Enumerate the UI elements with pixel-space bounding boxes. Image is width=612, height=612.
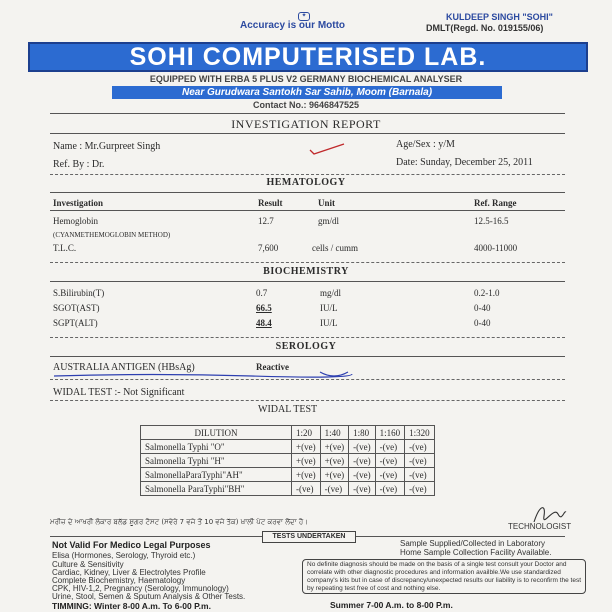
sample-supplied: Sample Supplied/Collected in Laboratory xyxy=(400,539,545,548)
motto-emblem-icon: ✦ xyxy=(298,12,310,21)
divider xyxy=(50,113,565,114)
registration-number: DMLT(Regd. No. 019155/06) xyxy=(426,23,544,33)
test-name: S.Bilirubin(T) xyxy=(53,288,105,298)
test-list-item: Elisa (Hormones, Serology, Thyroid etc.) xyxy=(52,551,196,560)
equipment-line: EQUIPPED WITH ERBA 5 PLUS V2 GERMANY BIOCHEMICAL ANALYSER xyxy=(149,74,463,84)
result-cell: -(ve) xyxy=(405,482,435,496)
hbsag-label: AUSTRALIA ANTIGEN (HBsAg) xyxy=(53,362,195,373)
motto: Accuracy is our Motto xyxy=(240,20,346,31)
test-range: 12.5-16.5 xyxy=(474,216,509,226)
pen-underline-mark xyxy=(52,370,372,382)
biochemistry-title: BIOCHEMISTRY xyxy=(263,266,349,277)
result-cell: -(ve) xyxy=(405,468,435,482)
result-cell: -(ve) xyxy=(349,482,376,496)
dilution-cell: 1:20 xyxy=(292,426,321,440)
result-cell: -(ve) xyxy=(349,454,376,468)
test-unit: mg/dl xyxy=(320,288,342,298)
test-range: 4000-11000 xyxy=(474,243,518,253)
header-range: Ref. Range xyxy=(474,198,517,208)
address-bar: Near Gurudwara Santokh Sar Sahib, Moom (Barnala) xyxy=(112,86,502,99)
patient-name: Name : Mr.Gurpreet Singh xyxy=(53,141,161,152)
antigen-label: SalmonellaParaTyphi"AH" xyxy=(141,468,292,482)
widal-summary: WIDAL TEST :- Not Significant xyxy=(53,387,185,398)
technologist-label: TECHNOLOGIST xyxy=(508,522,572,531)
result-cell: -(ve) xyxy=(405,454,435,468)
test-name: SGPT(ALT) xyxy=(53,318,98,328)
test-result: 48.4 xyxy=(256,318,272,328)
test-range: 0-40 xyxy=(474,303,491,313)
result-cell: -(ve) xyxy=(349,440,376,454)
header-result: Result xyxy=(258,198,283,208)
widal-table xyxy=(140,425,435,496)
timing-summer: Summer 7-00 A.m. to 8-00 P.m. xyxy=(330,600,453,610)
test-name: T.L.C. xyxy=(53,243,77,253)
test-result: 12.7 xyxy=(258,216,274,226)
table-row xyxy=(141,454,435,468)
dilution-cell: 1:40 xyxy=(320,426,349,440)
test-name: SGOT(AST) xyxy=(53,303,100,313)
table-row xyxy=(141,440,435,454)
test-result: 7,600 xyxy=(258,243,279,253)
dilution-cell: 1:80 xyxy=(349,426,376,440)
result-cell: +(ve) xyxy=(320,468,349,482)
antigen-label: Salmonella Typhi "H" xyxy=(141,454,292,468)
divider xyxy=(50,174,565,175)
result-cell: -(ve) xyxy=(292,482,321,496)
proprietor-name: KULDEEP SINGH "SOHI" xyxy=(446,12,553,22)
report-title: INVESTIGATION REPORT xyxy=(231,117,381,131)
home-collection: Home Sample Collection Facility Available. xyxy=(400,548,552,557)
dilution-cell: 1:320 xyxy=(405,426,435,440)
punjabi-note: ਮਰੀਜ਼ ਦੇ ਆਖਰੀ ਲੋਕਾਰ ਬਲੱਡ ਸ਼ੂਗਰ ਟੈਸਟ (ਸਵੇਰੇ 7 ਵਜੇ ਤੋਂ 10 ਵਜੇ ਤੱਕ) ਖ਼ਾਲੀ ਪੇਟ ਕਰਵਾ ਲੈਂਦਾ ਹੈ। xyxy=(50,518,308,526)
result-cell: -(ve) xyxy=(320,482,349,496)
divider xyxy=(50,133,565,134)
check-mark-icon xyxy=(308,142,348,158)
hbsag-result: Reactive xyxy=(256,362,289,372)
table-row xyxy=(141,468,435,482)
hematology-title: HEMATOLOGY xyxy=(266,177,346,188)
dilution-label: DILUTION xyxy=(141,426,292,440)
divider xyxy=(50,400,565,401)
result-cell: -(ve) xyxy=(405,440,435,454)
test-unit: IU/L xyxy=(320,303,338,313)
test-list-item: Complete Biochemistry, Haematology xyxy=(52,576,186,585)
timing-winter: TIMMING: Winter 8-00 A.m. To 6-00 P.m. xyxy=(52,601,211,611)
antigen-label: Salmonella ParaTyphi"BH" xyxy=(141,482,292,496)
patient-age-sex: Age/Sex : y/M xyxy=(396,139,455,150)
divider xyxy=(50,192,565,193)
test-range: 0.2-1.0 xyxy=(474,288,500,298)
divider xyxy=(50,379,565,380)
divider xyxy=(50,262,565,263)
report-date: Date: Sunday, December 25, 2011 xyxy=(396,157,533,168)
serology-title: SEROLOGY xyxy=(275,341,337,352)
test-result: 0.7 xyxy=(256,288,268,298)
widal-table-title: WIDAL TEST xyxy=(258,404,318,415)
table-row xyxy=(141,426,435,440)
test-name: Hemoglobin xyxy=(53,216,98,226)
test-unit: IU/L xyxy=(320,318,338,328)
antigen-label: Salmonella Typhi "O" xyxy=(141,440,292,454)
divider xyxy=(50,356,565,357)
table-row xyxy=(141,482,435,496)
divider xyxy=(50,210,565,211)
legal-notice: Not Valid For Medico Legal Purposes xyxy=(52,540,211,550)
result-cell: +(ve) xyxy=(292,440,321,454)
result-cell: +(ve) xyxy=(292,468,321,482)
result-cell: +(ve) xyxy=(320,454,349,468)
test-range: 0-40 xyxy=(474,318,491,328)
test-list-item: Culture & Sensitivity xyxy=(52,560,124,569)
dilution-cell: 1:160 xyxy=(375,426,405,440)
header-investigation: Investigation xyxy=(53,198,104,208)
test-result: 66.5 xyxy=(256,303,272,313)
divider xyxy=(50,337,565,338)
referred-by: Ref. By : Dr. xyxy=(53,159,105,170)
result-cell: -(ve) xyxy=(375,468,405,482)
test-list-item: CPK, HIV-1,2, Pregnancy (Serology, Immunology) xyxy=(52,584,229,593)
test-method: (CYANMETHEMOGLOBIN METHOD) xyxy=(53,231,171,239)
test-list-item: Cardiac, Kidney, Liver & Electrolytes Profile xyxy=(52,568,206,577)
tests-undertaken-label: TESTS UNDERTAKEN xyxy=(262,531,356,543)
contact-number: Contact No.: 9646847525 xyxy=(252,100,360,110)
result-cell: +(ve) xyxy=(320,440,349,454)
result-cell: -(ve) xyxy=(349,468,376,482)
disclaimer-box: No definite diagnosis should be made on the basis of a single test consult your Doctor and correlate with other diagnostic procedures and information availble.We use standardized company's kits but in case of discrepancy/unexpected results our liability is to reconfirm the test by repeating test free of cost and nothing else. xyxy=(302,559,586,594)
lab-name-banner: SOHI COMPUTERISED LAB. xyxy=(28,42,588,72)
header-unit: Unit xyxy=(318,198,336,208)
divider xyxy=(50,281,565,282)
result-cell: -(ve) xyxy=(375,440,405,454)
result-cell: -(ve) xyxy=(375,482,405,496)
test-list-item: Urine, Stool, Semen & Sputum Analysis & Other Tests. xyxy=(52,592,246,601)
result-cell: -(ve) xyxy=(375,454,405,468)
test-unit: gm/dl xyxy=(318,216,340,226)
test-unit: cells / cumm xyxy=(312,243,358,253)
result-cell: +(ve) xyxy=(292,454,321,468)
